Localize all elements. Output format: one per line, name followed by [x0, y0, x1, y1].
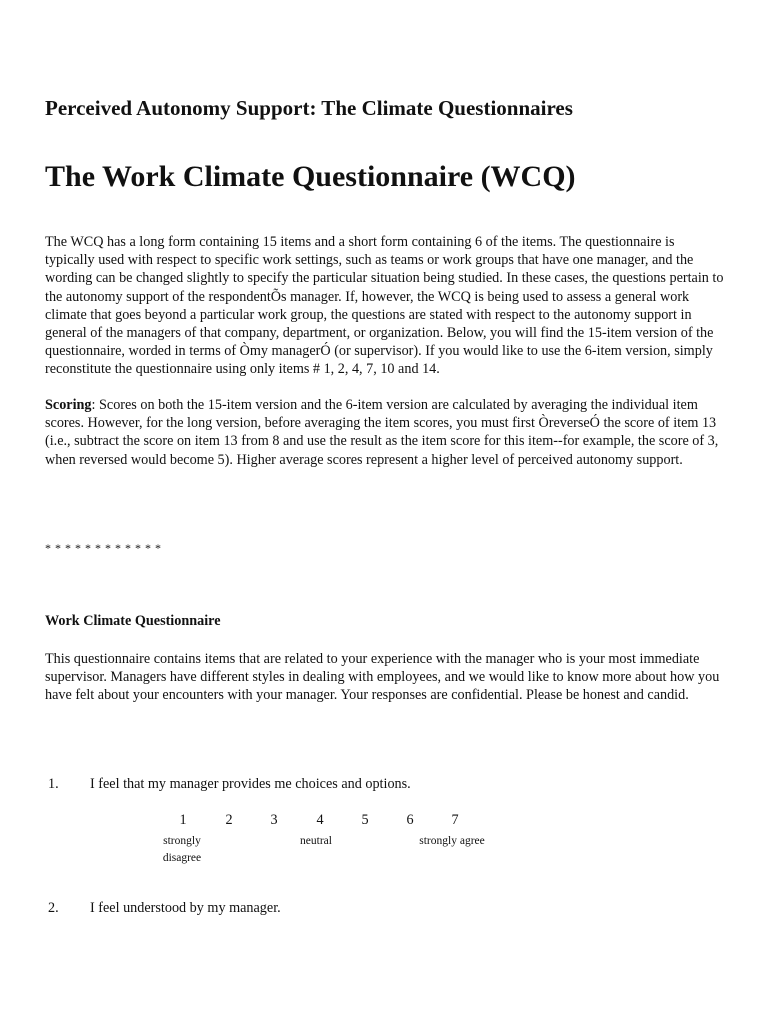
scoring-paragraph: [45, 396, 725, 469]
scale-mid-label: neutral: [300, 835, 332, 847]
instructions-paragraph: This questionnaire contains items that are related to your experience with the manager who is your most immediate supervisor. Managers have different styles in dealing with employees, and we would like to know more about how you have felt about your encounters with your manager. Your responses are confidential. Please be honest and candid.: [45, 651, 720, 704]
questionnaire-title: Work Climate Questionnaire: [45, 613, 221, 629]
item-text: I feel that my manager provides me choices and options.: [90, 776, 411, 792]
scale-value[interactable]: 3: [270, 812, 278, 828]
document-header-title: Perceived Autonomy Support: The Climate Questionnaires: [45, 96, 573, 120]
scoring-label: Scoring: [45, 397, 92, 413]
item-number: 1.: [48, 776, 59, 792]
scoring-text: : Scores on both the 15-item version and the 6-item version are calculated by averaging the individual item scores. However, for the long version, before averaging the item scores, you must first ÒreverseÓ the score of item 13 (i.e., subtract the score on item 13 from 8 and use the result as the item score for this item--for example, the score of 3, when reversed would become 5). Higher average scores represent a higher level of perceived autonomy support.: [45, 397, 719, 468]
intro-paragraph: The WCQ has a long form containing 15 items and a short form containing 6 of the items. The questionnaire is typically used with respect to specific work settings, such as teams or work groups that have one manager, and the wording can be changed slightly to specify the particular situation being studied. In these cases, the questions pertain to the autonomy support of the respondentÕs manager. If, however, the WCQ is being used to assess a general work climate that goes beyond a particular work group, the questions are stated with respect to the autonomy support in general of the managers of that company, department, or organization. Below, you will find the 15-item version of the questionnaire, worded in terms of Òmy managerÓ (or supervisor). If you would like to use the 6-item version, simply reconstitute the questionnaire using only items # 1, 2, 4, 7, 10 and 14.: [45, 234, 724, 378]
scale-value[interactable]: 4: [316, 812, 324, 828]
item-number: 2.: [48, 900, 59, 916]
scale-value[interactable]: 1: [179, 812, 187, 828]
rating-scale: [0, 812, 768, 872]
scale-low-label: strongly disagree: [162, 835, 202, 864]
scale-value[interactable]: 6: [406, 812, 414, 828]
scale-value[interactable]: 2: [225, 812, 233, 828]
section-separator: * * * * * * * * * * * *: [45, 541, 162, 555]
scale-high-label: strongly agree: [419, 835, 485, 847]
item-text: I feel understood by my manager.: [90, 900, 281, 916]
scale-value[interactable]: 5: [361, 812, 369, 828]
document-main-title: The Work Climate Questionnaire (WCQ): [45, 160, 576, 193]
scale-value[interactable]: 7: [451, 812, 459, 828]
